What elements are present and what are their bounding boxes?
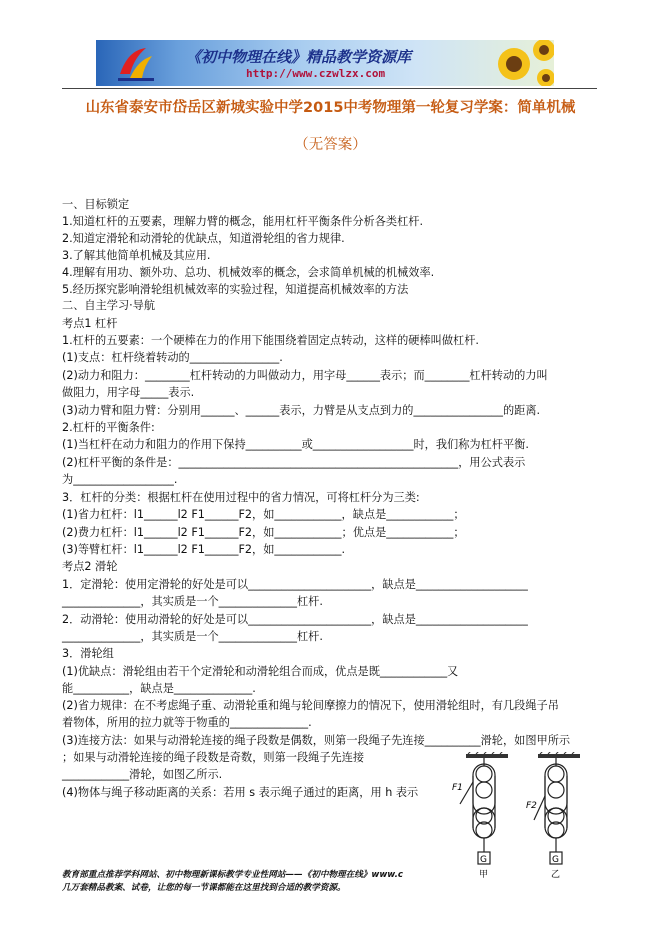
text-line: 能__________，缺点是______________. [62, 682, 256, 695]
text-line: (2)杠杆平衡的条件是：__________________________________________________，用公式表示 [62, 456, 526, 469]
text-line: 1.知道杠杆的五要素，理解力臂的概念，能用杠杆平衡条件分析各类杠杆. [62, 215, 424, 228]
text-line: 为__________________. [62, 473, 178, 486]
pulley-figure [446, 752, 596, 880]
text-line: 2．动滑轮：使用动滑轮的好处是可以______________________，缺点是____________________ [62, 613, 528, 626]
text-line: (3)动力臂和阻力臂：分别用______、______表示，力臂是从支点到力的________________的距离. [62, 404, 541, 417]
header-rule [62, 88, 597, 89]
text-line: 2.杠杆的平衡条件: [62, 421, 155, 434]
force-label-f1: F1 [452, 783, 463, 793]
text-line: 2.知道定滑轮和动滑轮的优缺点，知道滑轮组的省力规律. [62, 232, 345, 245]
text-line: (3)等臂杠杆：l1______l2 F1______F2，如____________. [62, 543, 346, 556]
text-line: (1)支点：杠杆绕着转动的________________. [62, 351, 283, 364]
text-line: (4)物体与绳子移动距离的关系：若用 s 表示绳子通过的距离，用 h 表示 [62, 786, 419, 799]
text-line: 3.了解其他简单机械及其应用. [62, 249, 211, 262]
text-line: ；如果与动滑轮连接的绳子段数是奇数，则第一段绳子先连接 [62, 751, 365, 764]
banner-title: 《初中物理在线》精品教学资源库 [186, 48, 412, 66]
text-line: ______________，其实质是一个______________杠杆. [62, 630, 323, 643]
text-line: 3．滑轮组 [62, 647, 114, 660]
text-line: 考点2 滑轮 [62, 560, 118, 573]
text-line: (3)连接方法：如果与动滑轮连接的绳子段数是偶数，则第一段绳子先连接__________滑轮，如图甲所示 [62, 734, 571, 747]
text-line: (1)省力杠杆：l1______l2 F1______F2，如____________，缺点是____________； [62, 508, 465, 521]
text-line: 做阻力，用字母_____表示. [62, 386, 195, 399]
force-label-f2: F2 [526, 801, 537, 811]
caption-a: 甲 [479, 870, 489, 880]
logo-icon [116, 44, 156, 82]
text-line: (1)优缺点：滑轮组由若干个定滑轮和动滑轮组合而成，优点是既____________又 [62, 665, 459, 678]
text-line: (2)省力规律：在不考虑绳子重、动滑轮重和绳与轮间摩擦力的情况下，使用滑轮组时，有几段绳子吊 [62, 699, 559, 712]
text-line: 一、目标锁定 [62, 198, 130, 211]
load-label-b: G [552, 855, 559, 865]
text-line: 5.经历探究影响滑轮组机械效率的实验过程，知道提高机械效率的方法 [62, 283, 409, 296]
load-label-a: G [480, 855, 487, 865]
text-line: 1.杠杆的五要素：一个硬棒在力的作用下能围绕着固定点转动，这样的硬棒叫做杠杆. [62, 334, 479, 347]
text-line: ______________，其实质是一个______________杠杆. [62, 595, 323, 608]
banner-url: http://www.czwlzx.com [246, 67, 386, 80]
sunflower-image [484, 40, 554, 86]
header-banner [96, 40, 554, 86]
text-line: (2)费力杠杆：l1______l2 F1______F2，如____________；优点是____________； [62, 526, 465, 539]
document-subtitle: （无答案） [294, 137, 367, 153]
footer-line-2: 几万套精品教案、试卷，让您的每一节课都能在这里找到合适的教学资源。 [62, 883, 346, 893]
text-line: 着物体，所用的拉力就等于物重的______________. [62, 716, 312, 729]
text-line: 3．杠杆的分类：根据杠杆在使用过程中的省力情况，可将杠杆分为三类: [62, 491, 420, 504]
caption-b: 乙 [551, 870, 561, 880]
text-line: 考点1 杠杆 [62, 317, 118, 330]
text-line: ____________滑轮，如图乙所示. [62, 768, 223, 781]
text-line: (2)动力和阻力：________杠杆转动的力叫做动力，用字母______表示；而________杠杆转动的力叫 [62, 369, 548, 382]
footer-line-1: 教育部重点推荐学科网站、初中物理新课标教学专业性网站——《初中物理在线》www.c [62, 870, 404, 880]
text-line: 二、自主学习·导航 [62, 299, 156, 312]
text-line: 4.理解有用功、额外功、总功、机械效率的概念，会求简单机械的机械效率. [62, 266, 435, 279]
document-title: 山东省泰安市岱岳区新城实验中学2015中考物理第一轮复习学案：简单机械 [85, 100, 576, 116]
text-line: 1．定滑轮：使用定滑轮的好处是可以______________________，缺点是____________________ [62, 578, 528, 591]
text-line: (1)当杠杆在动力和阻力的作用下保持__________或__________________时，我们称为杠杆平衡. [62, 438, 529, 451]
